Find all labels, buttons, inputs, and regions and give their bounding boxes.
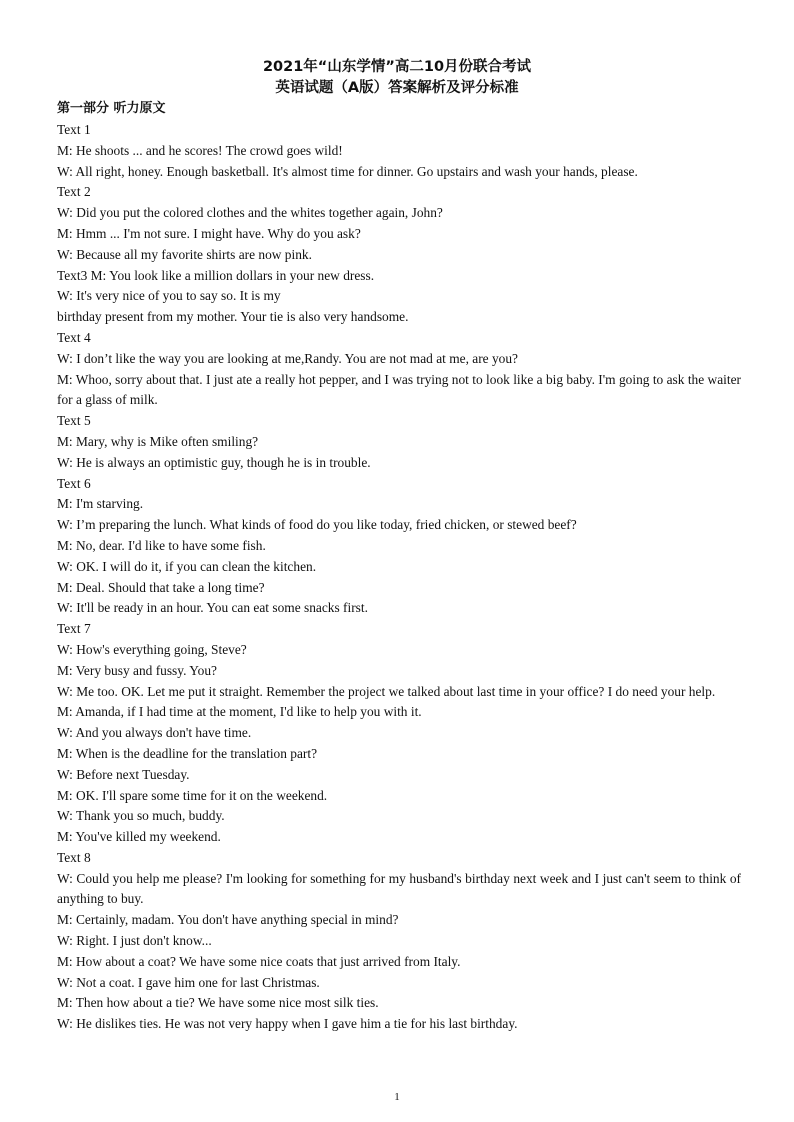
dialogue-line: M: Whoo, sorry about that. I just ate a really hot pepper, and I was trying not to look like a big baby. I'm going to ask the waiter for a glass of milk. [57, 371, 741, 408]
text-label: Text 4 [57, 329, 91, 345]
dialogue-line: Text3 M: You look like a million dollars in your new dress. [57, 267, 375, 283]
dialogue-line: M: No, dear. I'd like to have some fish. [57, 537, 266, 553]
dialogue-line: W: How's everything going, Steve? [57, 641, 247, 657]
dialogue-line: M: When is the deadline for the translation part? [57, 745, 318, 761]
dialogue-line: W: Not a coat. I gave him one for last Christmas. [57, 974, 320, 990]
dialogue-line: birthday present from my mother. Your tie is also very handsome. [57, 309, 409, 325]
dialogue-line: W: OK. I will do it, if you can clean the kitchen. [57, 558, 317, 574]
dialogue-line: W: Did you put the colored clothes and the whites together again, John? [57, 205, 443, 221]
section-heading: 第一部分 听力原文 [57, 101, 166, 116]
dialogue-line: M: OK. I'll spare some time for it on the weekend. [57, 787, 328, 803]
dialogue-line: W: Thank you so much, buddy. [57, 808, 225, 824]
transcript-body [57, 120, 741, 1035]
dialogue-line: M: Hmm ... I'm not sure. I might have. Why do you ask? [57, 225, 361, 241]
dialogue-line: M: Then how about a tie? We have some nice most silk ties. [57, 995, 379, 1011]
text-label: Text 1 [57, 122, 91, 137]
text-label: Text 2 [57, 184, 91, 200]
dialogue-line: W: It'll be ready in an hour. You can eat some snacks first. [57, 600, 368, 616]
dialogue-line: W: All right, honey. Enough basketball. It's almost time for dinner. Go upstairs and wash your hands, please. [57, 163, 638, 179]
dialogue-line: M: You've killed my weekend. [57, 829, 221, 845]
dialogue-line: M: Deal. Should that take a long time? [57, 579, 265, 595]
page-number: 1 [394, 1091, 400, 1103]
text-label: Text 6 [57, 475, 91, 491]
dialogue-line: M: How about a coat? We have some nice coats that just arrived from Italy. [57, 953, 461, 969]
dialogue-line: W: Because all my favorite shirts are now pink. [57, 246, 312, 262]
dialogue-line: W: Right. I just don't know... [57, 933, 212, 949]
dialogue-line: W: Me too. OK. Let me put it straight. Remember the project we talked about last time in your office? I do need your help. [57, 683, 716, 699]
dialogue-line: M: Very busy and fussy. You? [57, 662, 217, 678]
dialogue-line: M: Certainly, madam. You don't have anything special in mind? [57, 912, 399, 928]
dialogue-line: W: It's very nice of you to say so. It is my [57, 288, 281, 304]
dialogue-line: M: He shoots ... and he scores! The crowd goes wild! [57, 142, 343, 158]
text-label: Text 7 [57, 621, 91, 637]
dialogue-line: M: Mary, why is Mike often smiling? [57, 433, 259, 449]
document-title: 2021年“山东学情”高二10月份联合考试 [262, 59, 532, 75]
dialogue-line: W: Before next Tuesday. [57, 766, 190, 782]
dialogue-line: W: He is always an optimistic guy, though he is in trouble. [57, 454, 371, 470]
text-label: Text 8 [57, 849, 91, 865]
text-label: Text 5 [57, 413, 91, 429]
dialogue-line: W: I’m preparing the lunch. What kinds of food do you like today, fried chicken, or stewed beef? [57, 517, 577, 533]
dialogue-line: W: He dislikes ties. He was not very happy when I gave him a tie for his last birthday. [57, 1016, 518, 1032]
dialogue-line: W: And you always don't have time. [57, 725, 252, 741]
dialogue-line: W: Could you help me please? I'm looking for something for my husband's birthday next week and I just can't seem to think of anything to buy. [57, 870, 741, 907]
document-subtitle: 英语试题（A版）答案解析及评分标准 [275, 80, 519, 96]
dialogue-line: W: I don’t like the way you are looking at me,Randy. You are not mad at me, are you? [57, 350, 518, 366]
dialogue-line: M: I'm starving. [57, 496, 144, 512]
dialogue-line: M: Amanda, if I had time at the moment, I'd like to help you with it. [57, 704, 422, 720]
